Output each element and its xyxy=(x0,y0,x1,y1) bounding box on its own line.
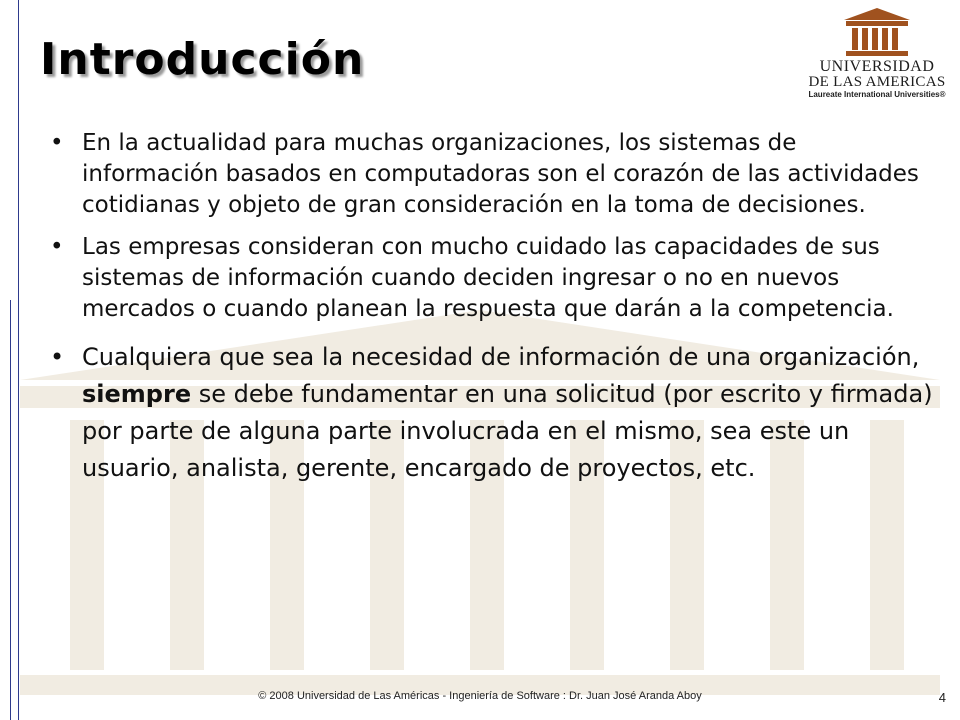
bullet-text-before: Cualquiera que sea la necesidad de información de una organización, xyxy=(82,343,920,371)
logo-text-line3: Laureate International Universities® xyxy=(808,90,946,99)
bullet-text-emphasis: siempre xyxy=(82,380,192,408)
bullet-item xyxy=(48,232,938,325)
bullet-text: En la actualidad para muchas organizaciones, los sistemas de información basados en computadoras son el corazón de las actividades cotidianas y objeto de gran consideración en la toma de decisiones. xyxy=(82,130,919,218)
left-rule-inner xyxy=(10,300,11,720)
left-rule xyxy=(18,0,19,720)
bullet-dot-icon: • xyxy=(50,234,64,260)
bullet-dot-icon: • xyxy=(50,130,64,156)
bullet-list xyxy=(48,128,938,487)
footer-credit: © 2008 Universidad de Las Américas - Ingeniería de Software : Dr. Juan José Aranda Aboy xyxy=(258,690,702,702)
bullet-item xyxy=(48,128,938,221)
building-logo-icon xyxy=(802,4,952,58)
bullet-item xyxy=(48,339,938,487)
logo-text-line1: UNIVERSIDAD xyxy=(819,58,935,75)
bullet-text: Las empresas consideran con mucho cuidado las capacidades de sus sistemas de información cuando deciden ingresar o no en nuevos mercados o cuando planean la respuesta que darán a la competencia. xyxy=(82,234,894,322)
logo-text-line2: DE LAS AMERICAS xyxy=(808,74,946,90)
slide-title: Introducción xyxy=(40,34,365,85)
bullet-dot-icon: • xyxy=(50,343,65,371)
university-logo xyxy=(802,4,952,104)
bullet-text-after: se debe fundamentar en una solicitud (por escrito y firmada) por parte de alguna parte involucrada en el mismo, sea este un usuario, analista, gerente, encargado de proyectos, etc. xyxy=(82,380,933,482)
page-number: 4 xyxy=(938,690,946,705)
